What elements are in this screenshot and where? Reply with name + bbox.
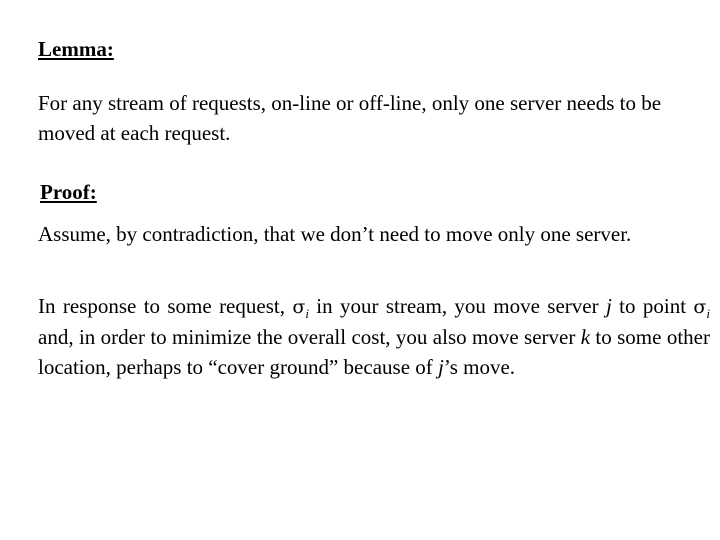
response-text-4: and, in order to minimize the overall cost, you also move server: [38, 325, 581, 349]
lemma-statement: For any stream of requests, on-line or off-line, only one server needs to be moved at each request.: [38, 91, 662, 145]
variable-k: k: [580, 325, 591, 349]
response-text-2: in your stream, you move server: [308, 294, 606, 318]
proof-response-paragraph: [38, 291, 710, 382]
proof-assumption: Assume, by contradiction, that we don’t need to move only one server.: [38, 222, 632, 246]
response-text-1: In response to some request,: [38, 294, 293, 318]
response-text-3: to point: [611, 294, 694, 318]
response-text-5: to some other location, perhaps to “cover ground” because of: [38, 325, 710, 379]
variable-j: j: [438, 355, 444, 379]
response-text-6: ’s move.: [443, 355, 516, 379]
variable-j: j: [605, 294, 612, 318]
sigma-symbol: σ: [693, 296, 707, 318]
subscript-i: i: [305, 306, 309, 322]
subscript-i: i: [706, 306, 711, 322]
lemma-heading: Lemma:: [38, 37, 114, 61]
proof-heading: Proof:: [40, 180, 97, 204]
sigma-symbol: σ: [292, 296, 306, 318]
